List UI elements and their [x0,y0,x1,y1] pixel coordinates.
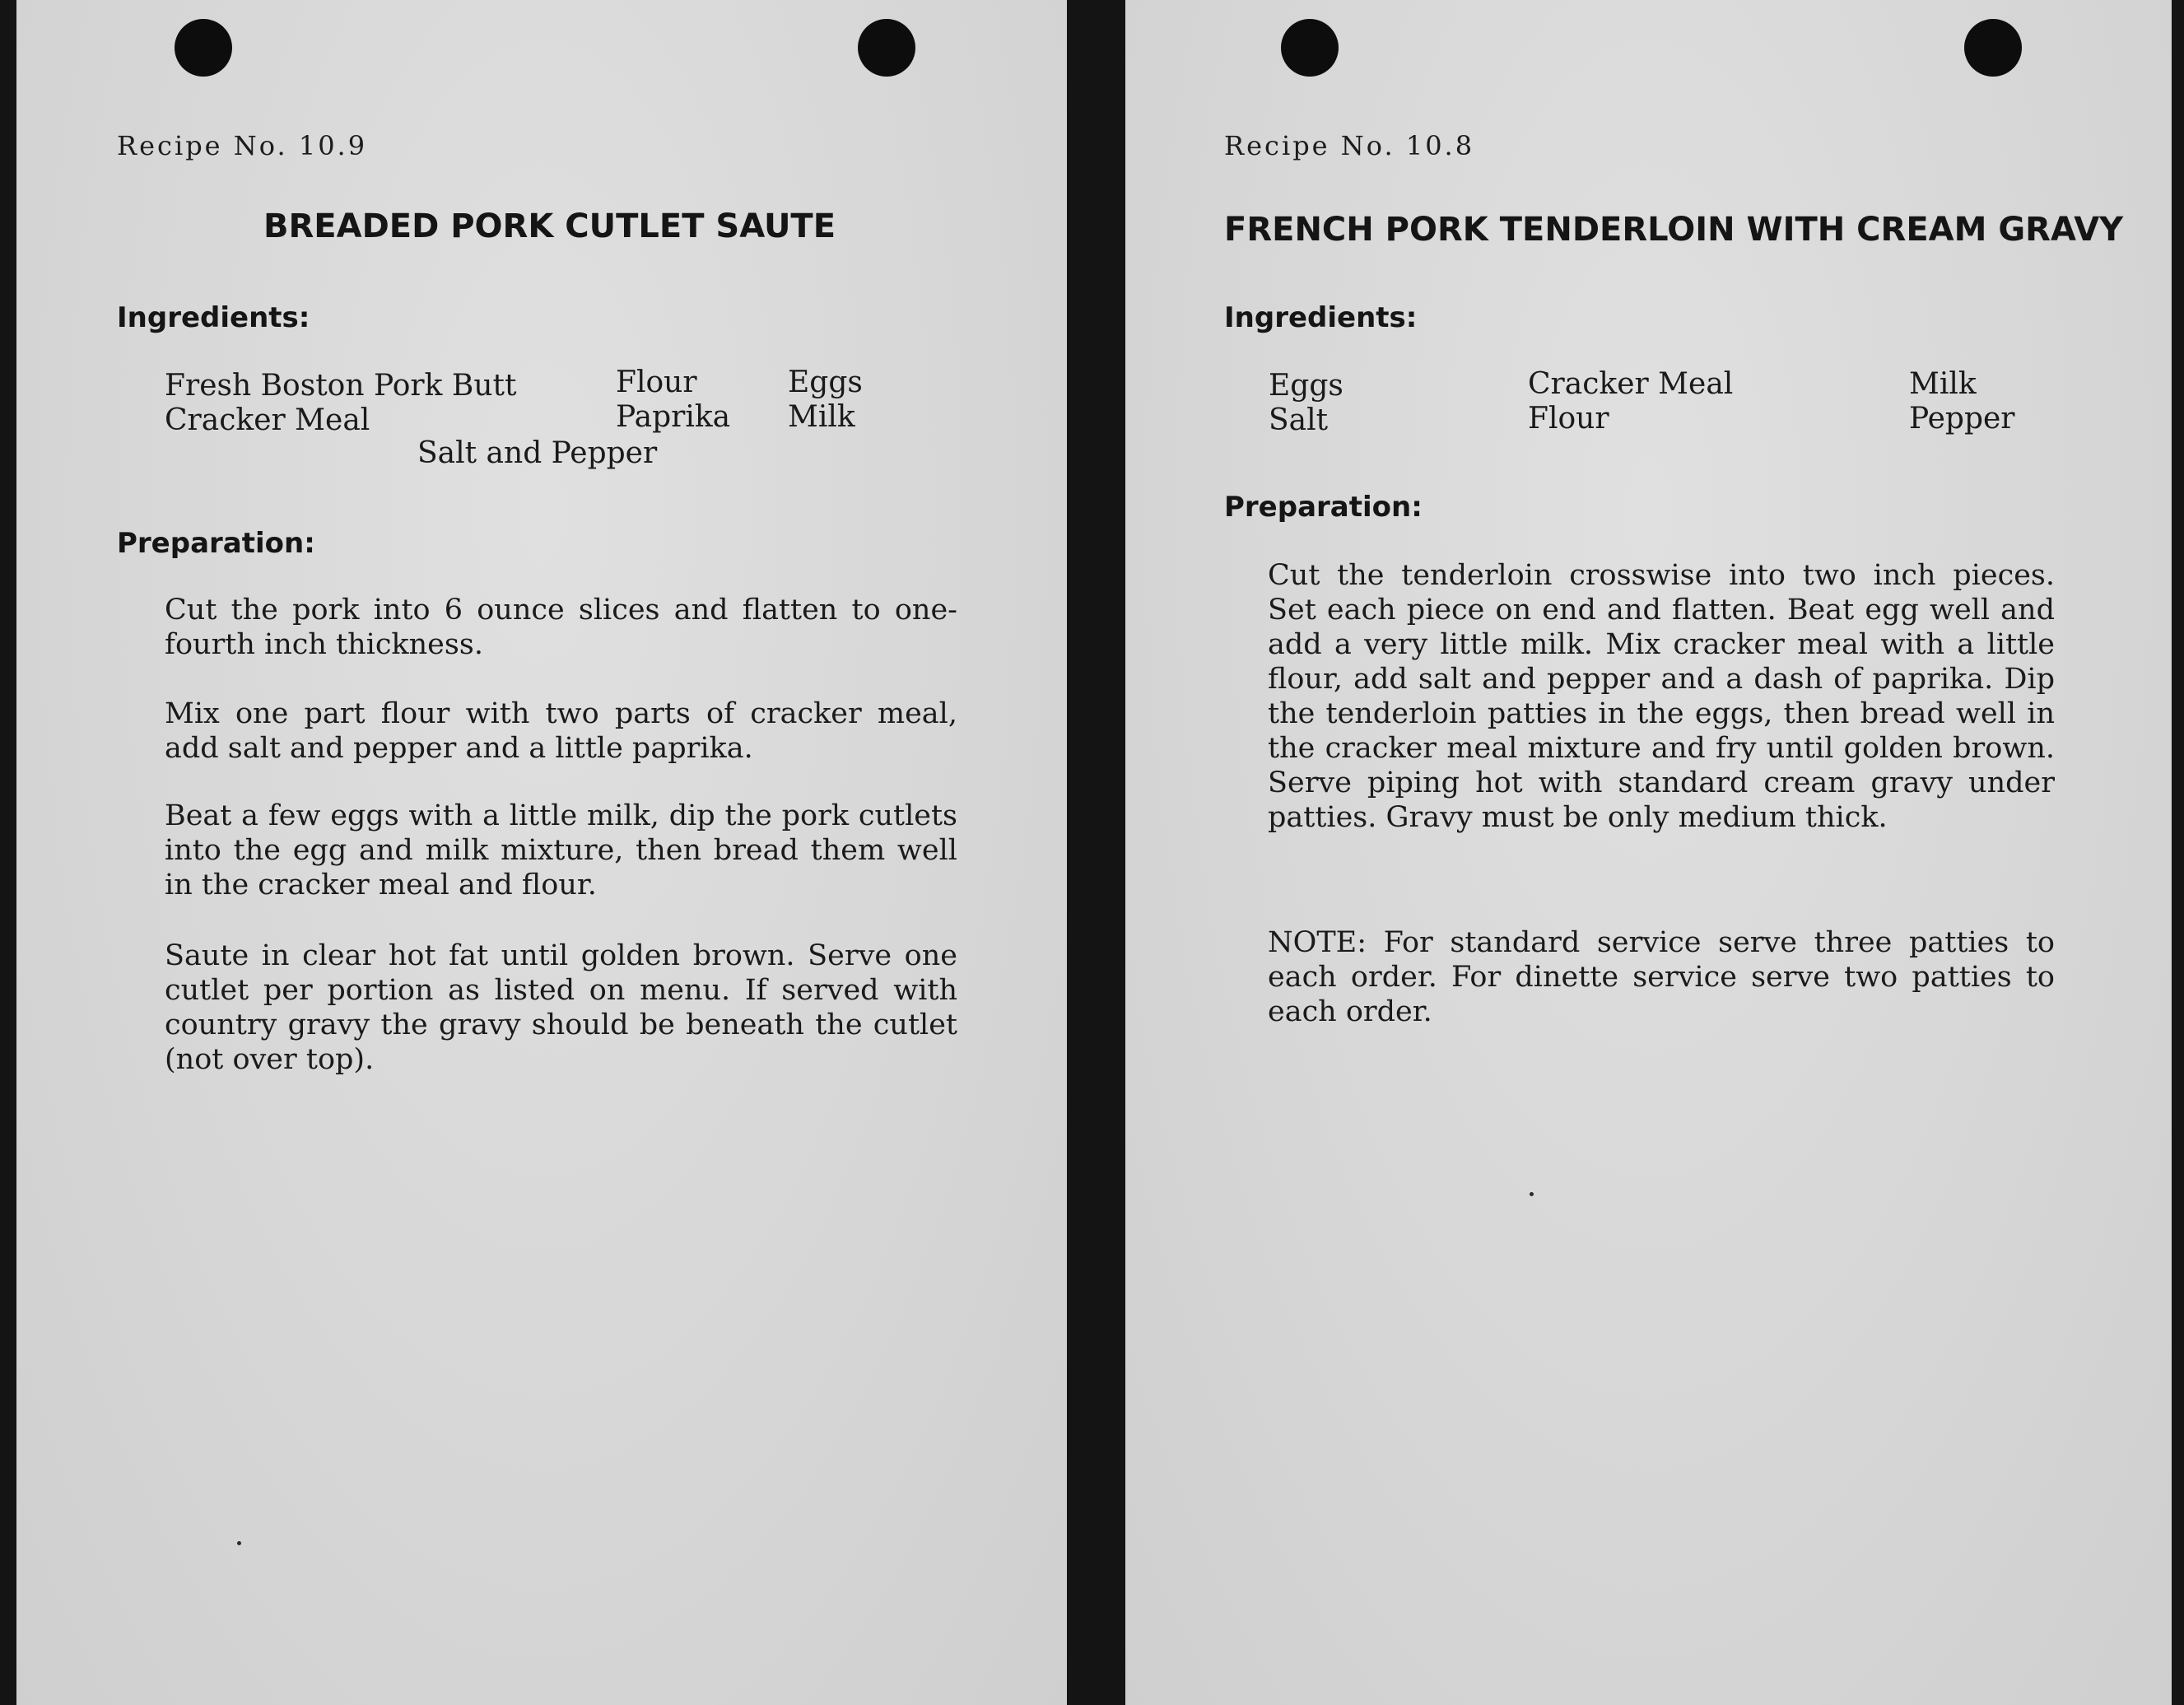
punch-hole [1281,19,1339,77]
ingredient-item: Salt [1269,403,1329,437]
recipe-title: BREADED PORK CUTLET SAUTE [263,207,836,245]
punch-hole [1964,19,2022,77]
ingredient-item: Eggs [1269,369,1343,403]
ingredients-heading: Ingredients: [1224,301,1418,334]
ingredient-item: Flour [616,366,697,399]
ingredient-item: Cracker Meal [165,403,370,437]
preparation-heading: Preparation: [117,527,315,560]
recipe-title: FRENCH PORK TENDERLOIN WITH CREAM GRAVY [1224,211,2124,249]
punch-hole [175,19,232,77]
ingredient-item: Fresh Boston Pork Butt [165,369,517,403]
ingredient-item: Cracker Meal [1528,367,1734,401]
preparation-heading: Preparation: [1224,491,1423,524]
preparation-paragraph: Cut the tenderloin crosswise into two inch pieces. Set each piece on end and flatten. Beat egg well and add a very little milk. Mix cracker meal with a little flour, add salt and pepper and a dash of paprika. Dip the tenderloin patties in the eggs, then bread well in the cracker meal mixture and fry until golden brown. Serve piping hot with standard cream gravy under patties. Gravy must be only medium thick. [1268,559,2055,834]
punch-hole [858,19,915,77]
preparation-paragraph: Beat a few eggs with a little milk, dip the pork cutlets into the egg and milk mixture, then bread them well in the cracker meal and flour. [165,799,957,901]
ingredient-item: Flour [1528,402,1609,436]
ingredient-item: Paprika [616,400,731,434]
ingredient-item: Salt and Pepper [417,436,658,470]
ingredient-item: Pepper [1909,402,2015,436]
ingredient-item: Eggs [788,366,863,399]
preparation-note: NOTE: For standard service serve three patties to each order. For dinette service serve two patties to each order. [1268,926,2055,1028]
recipe-card-10-8 [1125,0,2172,1705]
recipe-card-10-9 [16,0,1067,1705]
recipe-number: Recipe No. 10.9 [117,130,368,161]
ingredients-heading: Ingredients: [117,301,310,334]
preparation-paragraph: Saute in clear hot fat until golden brown. Serve one cutlet per portion as listed on menu. If served with country gravy the gravy should be beneath the cutlet (not over top). [165,939,957,1076]
preparation-paragraph: Mix one part flour with two parts of cracker meal, add salt and pepper and a little paprika. [165,697,957,765]
paper-speck [1530,1192,1534,1196]
recipe-number: Recipe No. 10.8 [1224,130,1475,161]
paper-speck [237,1541,241,1545]
ingredient-item: Milk [1909,367,1977,401]
preparation-paragraph: Cut the pork into 6 ounce slices and flatten to one-fourth inch thickness. [165,594,957,661]
ingredient-item: Milk [788,400,855,434]
